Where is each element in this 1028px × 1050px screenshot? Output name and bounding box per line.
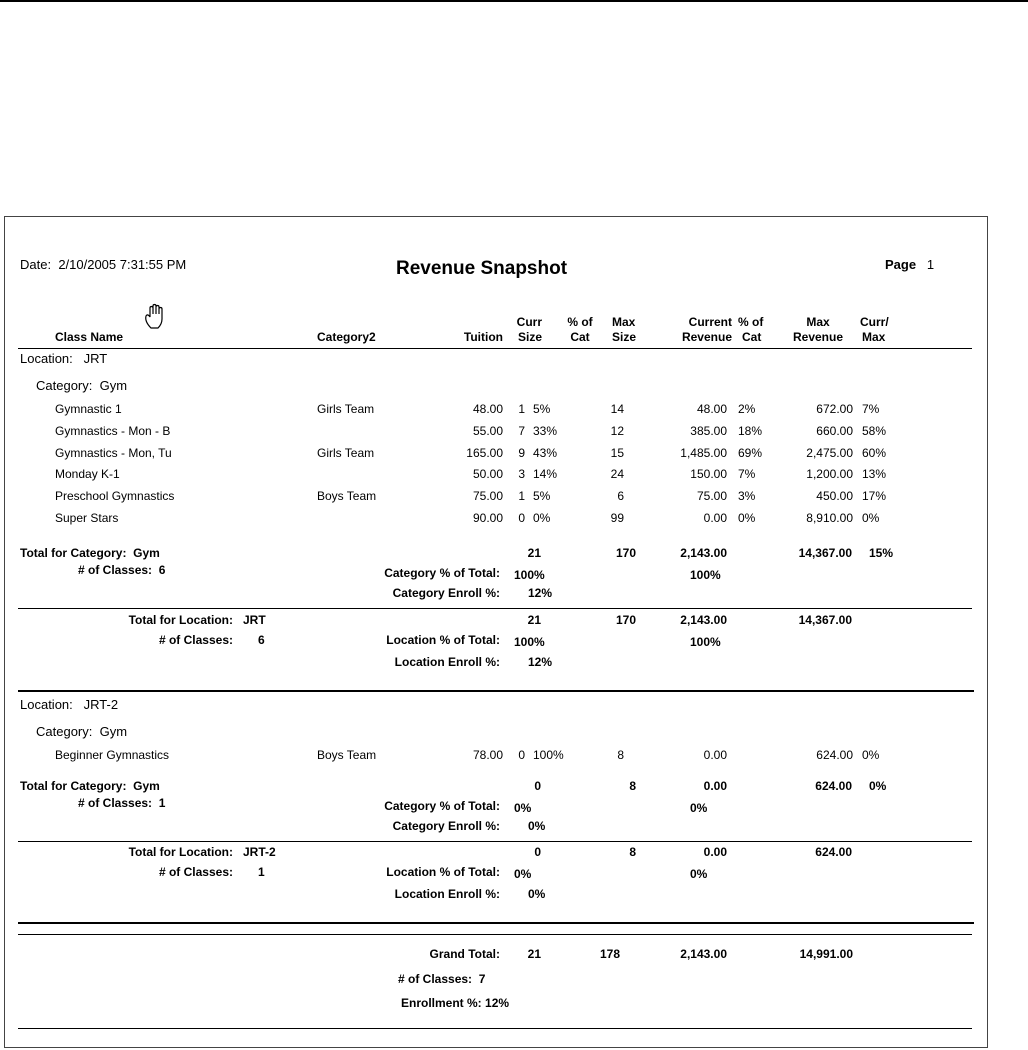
tuition-cell: 50.00	[472, 467, 503, 481]
category-total-max-revenue: 624.00	[815, 779, 852, 793]
location-total-max-size: 8	[629, 845, 636, 859]
max-revenue-cell: 624.00	[816, 748, 853, 762]
divider	[18, 841, 972, 842]
category-total-curr-size: 21	[527, 546, 541, 560]
pct-cat-revenue-cell: 2%	[738, 402, 756, 416]
location-heading: Location: JRT-2	[20, 697, 119, 712]
header-rule	[18, 348, 972, 349]
category-revenue-pct-total: 0%	[690, 801, 708, 815]
max-size-cell: 24	[610, 467, 624, 481]
current-revenue-cell: 150.00	[690, 467, 727, 481]
col-header-current-revenue: Current	[688, 315, 732, 329]
top-rule	[0, 0, 1028, 2]
divider	[18, 1028, 972, 1029]
location-total-max-revenue: 14,367.00	[798, 613, 852, 627]
col-header-curr-max: Max	[862, 330, 886, 344]
location-total-revenue: 2,143.00	[680, 613, 727, 627]
location-pct-total-label: Location % of Total:	[386, 865, 500, 879]
location-total-name: JRT	[243, 613, 266, 627]
curr-max-cell: 13%	[862, 467, 887, 481]
category-total-max-size: 8	[629, 779, 636, 793]
tuition-cell: 165.00	[466, 446, 503, 460]
current-revenue-cell: 0.00	[703, 511, 727, 525]
divider	[18, 690, 974, 692]
category-total-curr-max: 15%	[869, 546, 894, 560]
max-revenue-cell: 2,475.00	[806, 446, 853, 460]
current-revenue-cell: 1,485.00	[680, 446, 727, 460]
curr-size-cell: 7	[518, 424, 525, 438]
curr-size-cell: 0	[518, 748, 525, 762]
grand-total-enrollment: Enrollment %: 12%	[401, 996, 510, 1010]
location-revenue-pct-total: 0%	[690, 867, 708, 881]
col-header-curr-max: Curr/	[860, 315, 889, 329]
grand-total-revenue: 2,143.00	[680, 947, 727, 961]
category-class-count: # of Classes: 1	[78, 796, 166, 810]
report-date: Date: 2/10/2005 7:31:55 PM	[20, 257, 187, 272]
tuition-cell: 55.00	[472, 424, 503, 438]
location-total-label: Total for Location:	[128, 845, 233, 859]
page-indicator: Page 1	[885, 257, 935, 272]
col-header-max-size: Max	[612, 315, 636, 329]
pct-cat-cell: 33%	[533, 424, 558, 438]
location-total-name: JRT-2	[243, 845, 276, 859]
location-class-count: 1	[258, 865, 265, 879]
category-pct-total: 0%	[514, 801, 532, 815]
max-revenue-cell: 660.00	[816, 424, 853, 438]
curr-size-cell: 0	[518, 511, 525, 525]
divider	[18, 934, 972, 935]
current-revenue-cell: 385.00	[690, 424, 727, 438]
grand-total-label: Grand Total:	[429, 947, 500, 961]
grand-total-max-size: 178	[599, 947, 620, 961]
location-enroll-pct: 12%	[528, 655, 553, 669]
category-total-max-size: 170	[615, 546, 636, 560]
pct-cat-revenue-cell: 7%	[738, 467, 756, 481]
category-heading: Category: Gym	[36, 724, 128, 739]
divider	[18, 922, 974, 924]
curr-max-cell: 7%	[862, 402, 880, 416]
col-header-curr-size: Size	[517, 330, 542, 344]
col-header-curr-size: Curr	[516, 315, 542, 329]
tuition-cell: 78.00	[472, 748, 503, 762]
location-enroll-label: Location Enroll %:	[394, 887, 500, 901]
category-heading: Category: Gym	[36, 378, 128, 393]
curr-size-cell: 1	[518, 402, 525, 416]
category-pct-total: 100%	[514, 568, 545, 582]
col-header-max-revenue: Revenue	[792, 330, 844, 344]
curr-max-cell: 60%	[862, 446, 887, 460]
col-header-tuition: Tuition	[463, 330, 503, 344]
col-header-category2: Category2	[317, 330, 376, 344]
location-total-revenue: 0.00	[703, 845, 727, 859]
category-revenue-pct-total: 100%	[690, 568, 721, 582]
current-revenue-cell: 0.00	[703, 748, 727, 762]
category-total-curr-max: 0%	[869, 779, 887, 793]
class-name-cell: Gymnastic 1	[55, 402, 122, 416]
category-total-curr-size: 0	[534, 779, 541, 793]
location-enroll-pct: 0%	[528, 887, 546, 901]
category-pct-total-label: Category % of Total:	[384, 799, 500, 813]
class-name-cell: Monday K-1	[55, 467, 120, 481]
col-header-max-revenue: Max	[806, 315, 830, 329]
pct-cat-cell: 100%	[533, 748, 564, 762]
curr-max-cell: 0%	[862, 511, 880, 525]
location-total-label: Total for Location:	[128, 613, 233, 627]
grand-total-curr-size: 21	[527, 947, 541, 961]
pct-cat-cell: 5%	[533, 402, 551, 416]
curr-size-cell: 1	[518, 489, 525, 503]
category-total-revenue: 0.00	[703, 779, 727, 793]
location-total-curr-size: 0	[534, 845, 541, 859]
category-enroll-label: Category Enroll %:	[392, 586, 500, 600]
grand-total-max-revenue: 14,991.00	[799, 947, 853, 961]
pct-cat-cell: 43%	[533, 446, 558, 460]
pct-cat-revenue-cell: 18%	[738, 424, 763, 438]
category2-cell: Boys Team	[317, 489, 377, 503]
location-class-count-label: # of Classes:	[158, 633, 233, 647]
location-pct-total: 0%	[514, 867, 532, 881]
category-total-label: Total for Category: Gym	[20, 546, 160, 560]
current-revenue-cell: 48.00	[696, 402, 727, 416]
location-heading: Location: JRT	[20, 351, 108, 366]
location-pct-total-label: Location % of Total:	[386, 633, 500, 647]
pct-cat-cell: 5%	[533, 489, 551, 503]
max-revenue-cell: 672.00	[816, 402, 853, 416]
current-revenue-cell: 75.00	[696, 489, 727, 503]
col-header-current-revenue: Revenue	[681, 330, 732, 344]
location-class-count-label: # of Classes:	[158, 865, 233, 879]
hand-cursor-icon	[142, 302, 172, 330]
class-name-cell: Gymnastics - Mon, Tu	[55, 446, 172, 460]
col-header-pct-cat-revenue: % of	[738, 315, 764, 329]
class-name-cell: Super Stars	[55, 511, 119, 525]
curr-max-cell: 0%	[862, 748, 880, 762]
tuition-cell: 48.00	[472, 402, 503, 416]
location-pct-total: 100%	[514, 635, 545, 649]
tuition-cell: 75.00	[472, 489, 503, 503]
class-name-cell: Preschool Gymnastics	[55, 489, 175, 503]
category2-cell: Girls Team	[317, 402, 375, 416]
category-total-revenue: 2,143.00	[680, 546, 727, 560]
max-size-cell: 14	[610, 402, 624, 416]
location-enroll-label: Location Enroll %:	[394, 655, 500, 669]
class-name-cell: Gymnastics - Mon - B	[55, 424, 171, 438]
max-revenue-cell: 450.00	[816, 489, 853, 503]
location-total-max-size: 170	[615, 613, 636, 627]
pct-cat-cell: 0%	[533, 511, 551, 525]
max-size-cell: 8	[617, 748, 624, 762]
category-enroll-label: Category Enroll %:	[392, 819, 500, 833]
curr-max-cell: 17%	[862, 489, 887, 503]
category-enroll-pct: 0%	[528, 819, 546, 833]
grand-total-class-count: # of Classes: 7	[398, 972, 486, 986]
col-header-pct-cat-revenue: Cat	[742, 330, 762, 344]
pct-cat-revenue-cell: 3%	[738, 489, 756, 503]
pct-cat-revenue-cell: 0%	[738, 511, 756, 525]
location-total-max-revenue: 624.00	[815, 845, 852, 859]
curr-size-cell: 9	[518, 446, 525, 460]
col-header-max-size: Size	[612, 330, 637, 344]
col-header-pct-cat: Cat	[570, 330, 590, 344]
col-header-pct-cat: % of	[567, 315, 593, 329]
class-name-cell: Beginner Gymnastics	[55, 748, 170, 762]
location-class-count: 6	[258, 633, 265, 647]
location-total-curr-size: 21	[527, 613, 541, 627]
category-class-count: # of Classes: 6	[78, 563, 166, 577]
max-size-cell: 12	[610, 424, 624, 438]
tuition-cell: 90.00	[472, 511, 503, 525]
report-title: Revenue Snapshot	[396, 258, 568, 279]
max-revenue-cell: 1,200.00	[806, 467, 853, 481]
category-enroll-pct: 12%	[528, 586, 553, 600]
max-revenue-cell: 8,910.00	[806, 511, 853, 525]
pct-cat-cell: 14%	[533, 467, 558, 481]
curr-size-cell: 3	[518, 467, 525, 481]
location-revenue-pct-total: 100%	[690, 635, 721, 649]
category-pct-total-label: Category % of Total:	[384, 566, 500, 580]
category2-cell: Boys Team	[317, 748, 377, 762]
category-total-max-revenue: 14,367.00	[798, 546, 852, 560]
pct-cat-revenue-cell: 69%	[738, 446, 763, 460]
category2-cell: Girls Team	[317, 446, 375, 460]
col-header-class-name: Class Name	[55, 330, 124, 344]
curr-max-cell: 58%	[862, 424, 887, 438]
max-size-cell: 15	[610, 446, 624, 460]
divider	[18, 608, 972, 609]
max-size-cell: 99	[610, 511, 624, 525]
category-total-label: Total for Category: Gym	[20, 779, 160, 793]
max-size-cell: 6	[617, 489, 624, 503]
